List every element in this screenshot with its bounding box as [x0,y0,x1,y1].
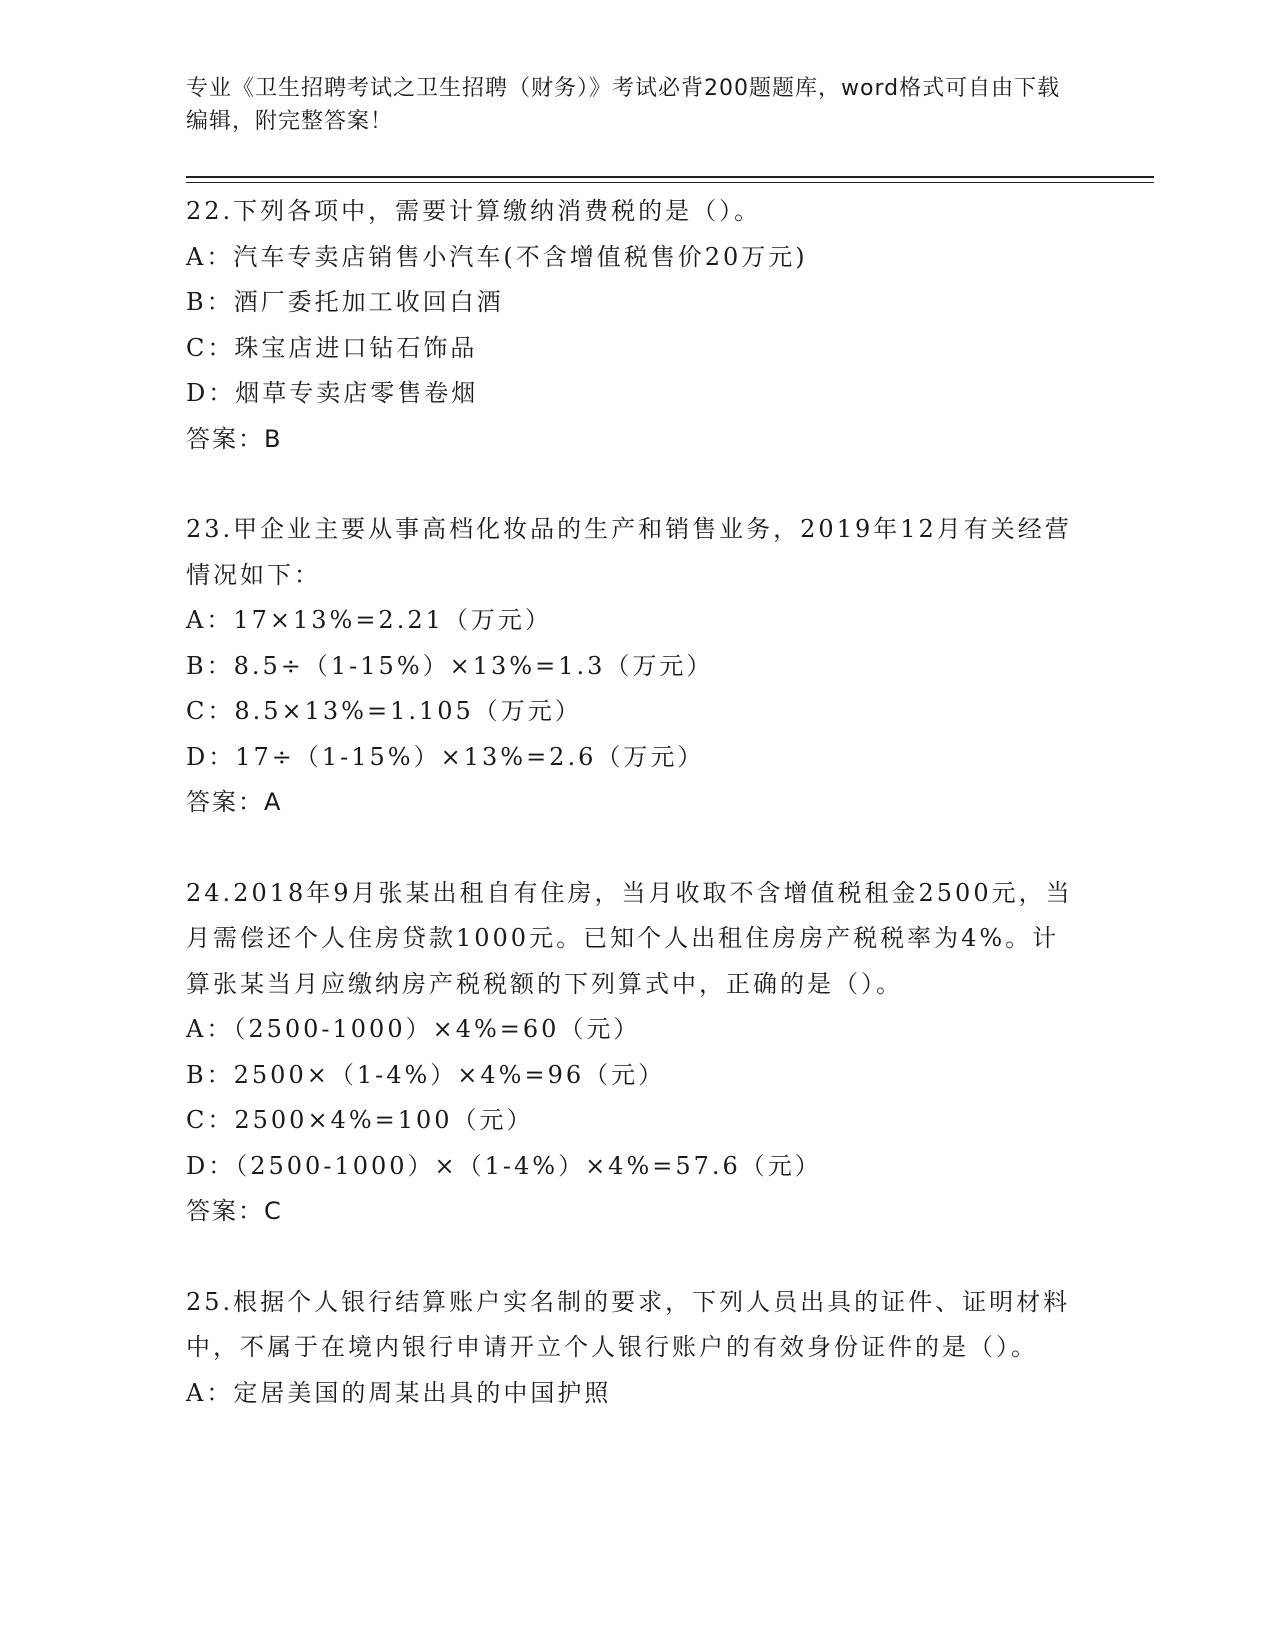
question-stem: 22.下列各项中，需要计算缴纳消费税的是（）。 [186,197,762,225]
option-b: B：酒厂委托加工收回白酒 [186,288,504,316]
option-d: D：（2500-1000）×（1-4%）×4%=57.6（元） [186,1151,822,1180]
option-c: C：2500×4%=100（元） [186,1106,534,1134]
header-divider-thin [186,182,1154,183]
option-b: B：2500×（1-4%）×4%=96（元） [186,1060,666,1089]
document-header: 专业《卫生招聘考试之卫生招聘（财务）》考试必背200题题库，word格式可自由下载编辑，附完整答案！ [186,76,1061,134]
option-a: A：汽车专卖店销售小汽车(不含增值税售价20万元) [186,242,808,271]
question-stem: 25.根据个人银行结算账户实名制的要求，下列人员出具的证件、证明材料中，不属于在境内银行申请开立个人银行账户的有效身份证件的是（）。 [186,1287,1071,1361]
question-22 [186,189,1076,462]
answer-line: 答案：B [186,424,283,453]
option-a: A：17×13%=2.21（万元） [186,606,552,634]
option-c: C：8.5×13%=1.105（万元） [186,697,582,725]
question-23 [186,507,1076,826]
question-24 [186,871,1076,1235]
question-25 [186,1280,1076,1417]
answer-line: 答案：A [186,788,283,816]
question-list [186,189,1076,1461]
option-d: D：17÷（1-15%）×13%=2.6（万元） [186,742,705,771]
option-a: A：定居美国的周某出具的中国护照 [186,1378,612,1407]
header-divider-thick [186,176,1154,178]
question-stem: 24.2018年9月张某出租自有住房，当月收取不含增值税租金2500元，当月需偿还个人住房贷款1000元。已知个人出租住房房产税税率为4%。计算张某当月应缴纳房产税税额的下列算式中，正确的是（）。 [186,878,1073,998]
option-c: C：珠宝店进口钻石饰品 [186,333,478,362]
question-stem: 23.甲企业主要从事高档化妆品的生产和销售业务，2019年12月有关经营情况如下： [186,515,1072,589]
answer-line: 答案：C [186,1197,283,1225]
option-b: B：8.5÷（1-15%）×13%=1.3（万元） [186,651,714,680]
option-a: A：（2500-1000）×4%=60（元） [186,1015,641,1043]
option-d: D：烟草专卖店零售卷烟 [186,379,479,407]
